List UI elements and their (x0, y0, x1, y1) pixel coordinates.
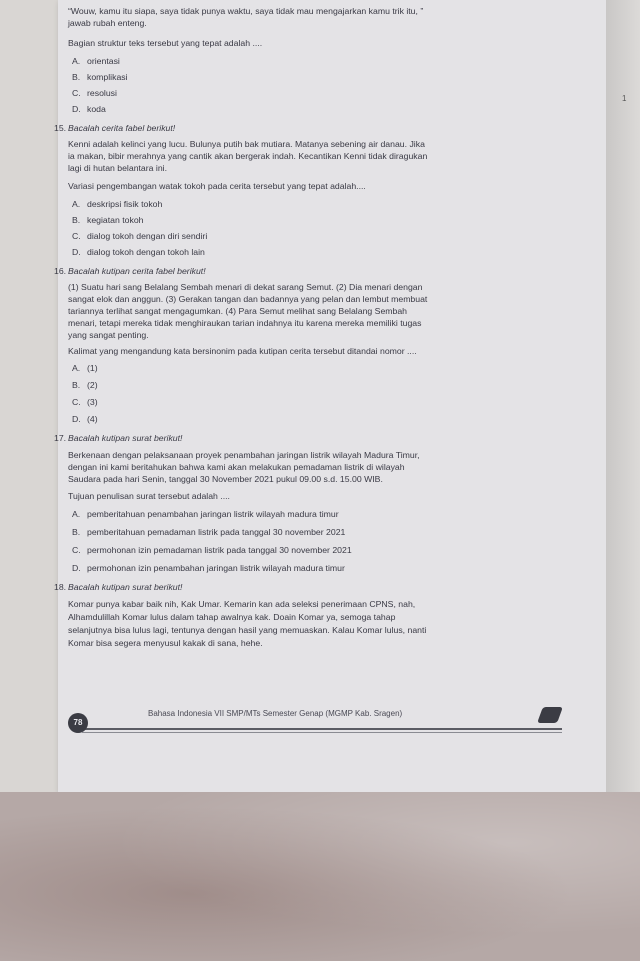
option-letter: A. (72, 56, 81, 66)
option-text: (3) (87, 397, 98, 407)
q15-option-d (72, 247, 205, 258)
q16-option-b (72, 380, 98, 391)
option-letter: A. (72, 509, 81, 519)
question-title: Bacalah cerita fabel berikut! (68, 123, 176, 133)
q15-option-a (72, 199, 162, 210)
option-text: pemberitahuan pemadaman listrik pada tanggal 30 november 2021 (87, 527, 346, 537)
table-surface (606, 0, 640, 792)
q17-option-c (72, 545, 352, 556)
option-letter: C. (72, 88, 81, 98)
option-letter: B. (72, 380, 81, 390)
option-text: dialog tokoh dengan diri sendiri (87, 231, 208, 241)
fabric-background (0, 792, 640, 961)
page-footer (68, 706, 568, 740)
q14-option-b (72, 72, 128, 83)
q17-option-b (72, 527, 345, 538)
option-text: permohonan izin pemadaman listrik pada tanggal 30 november 2021 (87, 545, 352, 555)
q17-prompt: Tujuan penulisan surat tersebut adalah .... (68, 491, 230, 501)
q16-heading (54, 266, 206, 277)
option-text: koda (87, 104, 106, 114)
q14-option-a (72, 56, 120, 67)
option-text: komplikasi (87, 72, 128, 82)
edge-mark: 1 (622, 94, 627, 103)
q16-passage-3: tariannya terlihat sangat mengagumkan. (4) Para Semut melihat sang Belalang Sembah (68, 306, 408, 316)
footer-rule-thin (82, 732, 562, 733)
option-text: orientasi (87, 56, 120, 66)
option-text: deskripsi fisik tokoh (87, 199, 163, 209)
q18-passage-2: Alhamdulillah Komar lulus dalam tahap awalnya kak. Doain Komar ya, semoga tahap (68, 612, 396, 622)
q17-option-a (72, 509, 339, 520)
option-letter: C. (72, 231, 81, 241)
q16-option-a (72, 363, 98, 374)
q15-passage-1: Kenni adalah kelinci yang lucu. Bulunya putih bak mutiara. Matanya sebening air danau. Jika (68, 139, 425, 149)
q15-option-c (72, 231, 207, 242)
option-letter: D. (72, 414, 81, 424)
question-title: Bacalah kutipan surat berikut! (68, 582, 183, 592)
option-letter: B. (72, 215, 81, 225)
footer-title: Bahasa Indonesia VII SMP/MTs Semester Genap (MGMP Kab. Sragen) (148, 709, 403, 718)
question-number: 18. (54, 582, 67, 592)
q17-option-d (72, 563, 345, 574)
option-text: kegiatan tokoh (87, 215, 144, 225)
q18-heading (54, 582, 182, 593)
page-number-badge: 78 (68, 713, 88, 733)
q15-passage-2: ia makan, bibir merahnya yang cantik akan bergerak indah. Kecantikan Kenni tidak diragukan (68, 151, 428, 161)
q18-passage-3: selanjutnya bisa lulus lagi, tentunya dengan hasil yang memuaskan. Kalau Komar lulus, nanti (68, 625, 427, 635)
question-number: 15. (54, 123, 67, 133)
q16-passage-2: sangat elok dan anggun. (3) Gerakan tangan dan badannya yang pelan dan lembut membuat (68, 294, 428, 304)
q18-passage-1: Komar punya kabar baik nih, Kak Umar. Kemarin kan ada seleksi penerimaan CPNS, nah, (68, 599, 416, 609)
option-letter: B. (72, 72, 81, 82)
footer-rule (82, 728, 562, 730)
question-number: 17. (54, 433, 67, 443)
q15-passage-3: lagi di hutan belantara ini. (68, 163, 168, 173)
footer-tab-shape (537, 707, 563, 723)
option-text: pemberitahuan penambahan jaringan listrik wilayah madura timur (87, 509, 339, 519)
paper-sheet (58, 0, 606, 792)
option-letter: B. (72, 527, 81, 537)
option-text: (2) (87, 380, 98, 390)
q16-option-c (72, 397, 98, 408)
option-letter: C. (72, 397, 81, 407)
option-letter: D. (72, 247, 81, 257)
option-letter: A. (72, 199, 81, 209)
q16-prompt: Kalimat yang mengandung kata bersinonim pada kutipan cerita tersebut ditandai nomor .... (68, 346, 417, 356)
option-letter: D. (72, 563, 81, 573)
q16-passage-1: (1) Suatu hari sang Belalang Sembah menari di dekat sarang Semut. (2) Dia menari dengan (68, 282, 423, 292)
q17-passage-3: Saudara pada hari Senin, tanggal 30 November 2021 pukul 09.00 s.d. 15.00 WIB. (68, 474, 383, 484)
option-text: resolusi (87, 88, 117, 98)
q14-option-d (72, 104, 106, 115)
q16-passage-4: menari, tetapi mereka tidak menghiraukan tarian indahnya itu karena mereka memiliki tugas (68, 318, 422, 328)
q14-prompt: Bagian struktur teks tersebut yang tepat adalah .... (68, 38, 263, 48)
q17-heading (54, 433, 182, 444)
q14-option-c (72, 88, 117, 99)
question-number: 16. (54, 266, 67, 276)
option-text: permohonan izin penambahan jaringan listrik wilayah madura timur (87, 563, 345, 573)
q18-passage-4: Komar bisa segera menyusul kakak di sana, hehe. (68, 638, 263, 648)
intro-line-1: “Wouw, kamu itu siapa, saya tidak punya waktu, saya tidak mau mengajarkan kamu trik itu, ” (68, 6, 424, 16)
question-title: Bacalah kutipan cerita fabel berikut! (68, 266, 206, 276)
intro-line-2: jawab rubah enteng. (68, 18, 147, 28)
option-text: (1) (87, 363, 98, 373)
q15-heading (54, 123, 175, 134)
option-letter: D. (72, 104, 81, 114)
q17-passage-2: dengan ini kami beritahukan bahwa kami akan melakukan pemadaman listrik di wilayah (68, 462, 405, 472)
q15-prompt: Variasi pengembangan watak tokoh pada cerita tersebut yang tepat adalah.... (68, 181, 366, 191)
option-letter: A. (72, 363, 81, 373)
question-title: Bacalah kutipan surat berikut! (68, 433, 183, 443)
option-text: dialog tokoh dengan tokoh lain (87, 247, 205, 257)
q16-option-d (72, 414, 98, 425)
q17-passage-1: Berkenaan dengan pelaksanaan proyek penambahan jaringan listrik wilayah Madura Timur, (68, 450, 420, 460)
option-letter: C. (72, 545, 81, 555)
q15-option-b (72, 215, 144, 226)
q16-passage-5: yang sangat penting. (68, 330, 149, 340)
option-text: (4) (87, 414, 98, 424)
